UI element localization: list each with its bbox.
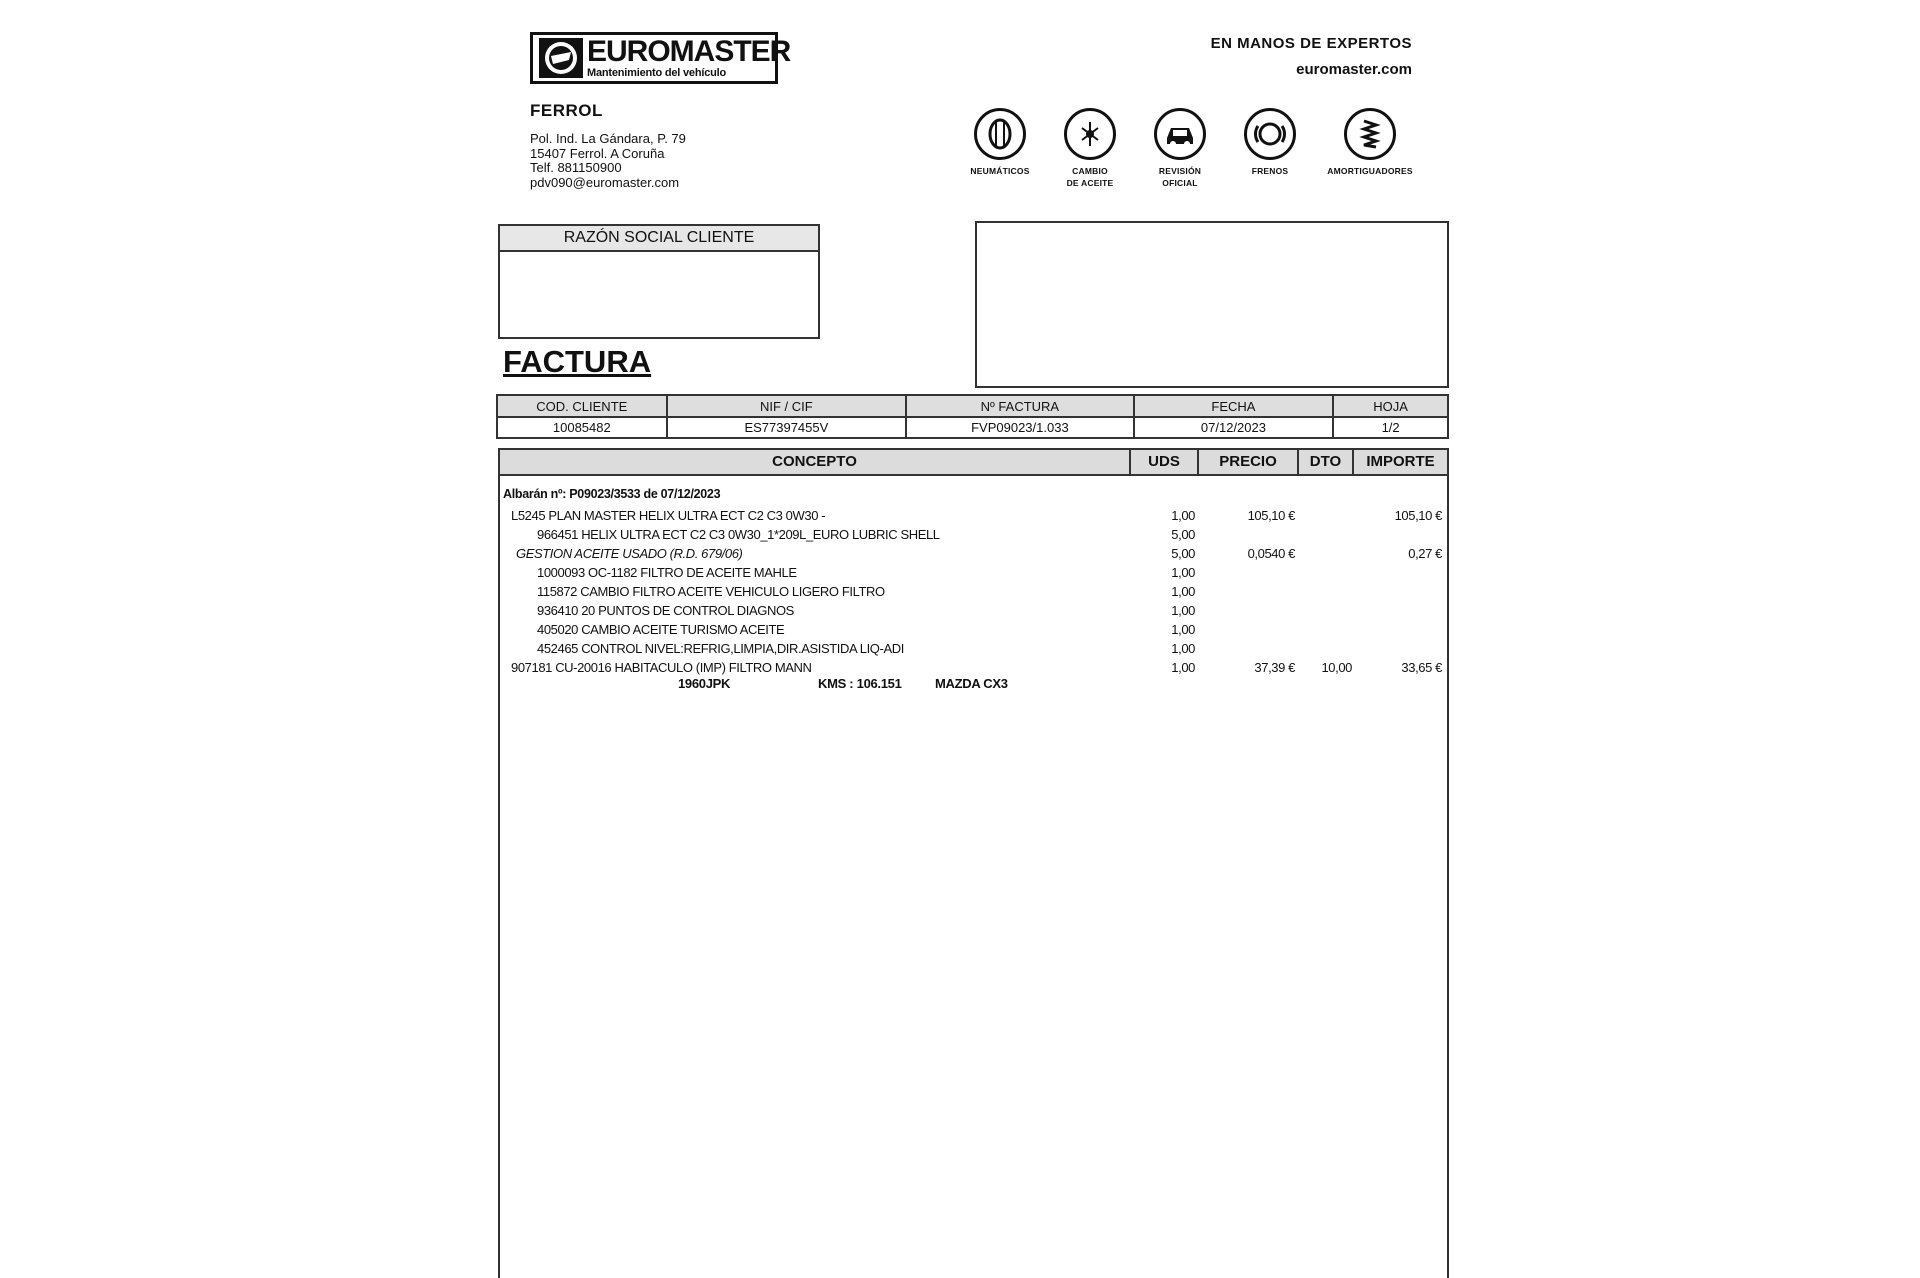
line-dto: 10,00 [1321, 660, 1352, 675]
car-inspection-icon [1154, 108, 1206, 160]
lines-header [500, 450, 1447, 476]
service-label-line2: OFICIAL [1162, 178, 1198, 188]
line-uds: 1,00 [1171, 565, 1195, 580]
table-row [0, 603, 1920, 619]
client-box-title: RAZÓN SOCIAL CLIENTE [500, 226, 818, 252]
address-line: Pol. Ind. La Gándara, P. 79 [530, 131, 686, 146]
line-importe: 105,10 € [1394, 508, 1442, 523]
header-client-code: COD. CLIENTE [497, 395, 667, 417]
client-code: 10085482 [497, 417, 667, 438]
line-uds: 5,00 [1171, 546, 1195, 561]
branch-name: FERROL [530, 101, 603, 120]
line-precio: 37,39 € [1254, 660, 1295, 675]
client-address-box [975, 221, 1449, 388]
service-label: REVISIÓN [1158, 166, 1202, 176]
line-concepto: 452465 CONTROL NIVEL:REFRIG,LIMPIA,DIR.ASISTIDA LIQ-ADI [537, 641, 904, 656]
table-row [0, 584, 1920, 600]
table-row [0, 565, 1920, 581]
table-row [0, 641, 1920, 657]
branch-address [530, 132, 686, 190]
line-importe: 0,27 € [1408, 546, 1442, 561]
shock-absorber-icon [1344, 108, 1396, 160]
vehicle-model: MAZDA CX3 [935, 676, 1008, 691]
line-concepto: 405020 CAMBIO ACEITE TURISMO ACEITE [537, 622, 785, 637]
address-line: 15407 Ferrol. A Coruña [530, 145, 665, 161]
line-uds: 1,00 [1171, 508, 1195, 523]
website-link[interactable]: euromaster.com [1296, 61, 1412, 78]
service-item [1325, 108, 1415, 177]
service-item [955, 108, 1045, 177]
vehicle-kms: KMS : 106.151 [818, 676, 902, 691]
tagline: EN MANOS DE EXPERTOS [1210, 35, 1412, 52]
euromaster-emblem-icon [539, 38, 583, 78]
header-invoice-number: Nº FACTURA [906, 395, 1134, 417]
service-label: CAMBIO [1072, 166, 1108, 176]
email: pdv090@euromaster.com [530, 174, 680, 190]
col-precio: PRECIO [1197, 450, 1297, 474]
logo-subtitle: Mantenimiento del vehículo [587, 67, 727, 79]
sheet-number: 1/2 [1333, 417, 1448, 438]
header-nif: NIF / CIF [667, 395, 906, 417]
logo-name: EUROMASTER [587, 35, 791, 68]
table-row [0, 622, 1920, 638]
invoice-number: FVP09023/1.033 [906, 417, 1134, 438]
invoice-info-table [496, 394, 1449, 439]
phone: Telf. 881150900 [530, 160, 622, 175]
line-concepto: GESTION ACEITE USADO (R.D. 679/06) [516, 546, 743, 561]
line-importe: 33,65 € [1401, 660, 1442, 675]
client-name-box [498, 224, 820, 339]
nif: ES77397455V [667, 417, 906, 438]
line-concepto: 907181 CU-20016 HABITACULO (IMP) FILTRO MANN [511, 660, 812, 675]
invoice-date: 07/12/2023 [1134, 417, 1334, 438]
line-concepto: 1000093 OC-1182 FILTRO DE ACEITE MAHLE [537, 565, 797, 580]
brakes-icon [1244, 108, 1296, 160]
line-uds: 1,00 [1171, 660, 1195, 675]
line-concepto: L5245 PLAN MASTER HELIX ULTRA ECT C2 C3 0W30 - [511, 508, 826, 523]
line-uds: 1,00 [1171, 622, 1195, 637]
service-label: NEUMÁTICOS [970, 166, 1030, 176]
table-row [0, 527, 1920, 543]
col-concepto: CONCEPTO [772, 453, 857, 470]
line-uds: 1,00 [1171, 641, 1195, 656]
document-title: FACTURA [503, 344, 652, 379]
table-row [0, 508, 1920, 524]
services-strip [955, 108, 1415, 198]
table-row [0, 546, 1920, 562]
delivery-note: Albarán nº: P09023/3533 de 07/12/2023 [503, 487, 721, 501]
col-uds: UDS [1129, 450, 1197, 474]
vehicle-plate: 1960JPK [678, 676, 731, 691]
line-concepto: 115872 CAMBIO FILTRO ACEITE VEHICULO LIGERO FILTRO [537, 584, 885, 599]
line-concepto: 936410 20 PUNTOS DE CONTROL DIAGNOS [537, 603, 794, 618]
table-row [0, 660, 1920, 676]
service-label: FRENOS [1251, 166, 1289, 176]
line-precio: 0,0540 € [1247, 546, 1295, 561]
col-importe: IMPORTE [1352, 450, 1447, 474]
service-label-line2: DE ACEITE [1066, 178, 1114, 188]
line-concepto: 966451 HELIX ULTRA ECT C2 C3 0W30_1*209L_EURO LUBRIC SHELL [537, 527, 940, 542]
tire-icon [974, 108, 1026, 160]
line-uds: 5,00 [1171, 527, 1195, 542]
line-uds: 1,00 [1171, 584, 1195, 599]
euromaster-logo [530, 32, 791, 84]
service-item [1045, 108, 1135, 189]
line-precio: 105,10 € [1247, 508, 1295, 523]
header-sheet: HOJA [1333, 395, 1448, 417]
line-uds: 1,00 [1171, 603, 1195, 618]
service-item [1225, 108, 1315, 177]
col-dto: DTO [1297, 450, 1352, 474]
oil-change-icon [1064, 108, 1116, 160]
service-item [1135, 108, 1225, 189]
header-date: FECHA [1134, 395, 1334, 417]
service-label: AMORTIGUADORES [1327, 166, 1413, 176]
